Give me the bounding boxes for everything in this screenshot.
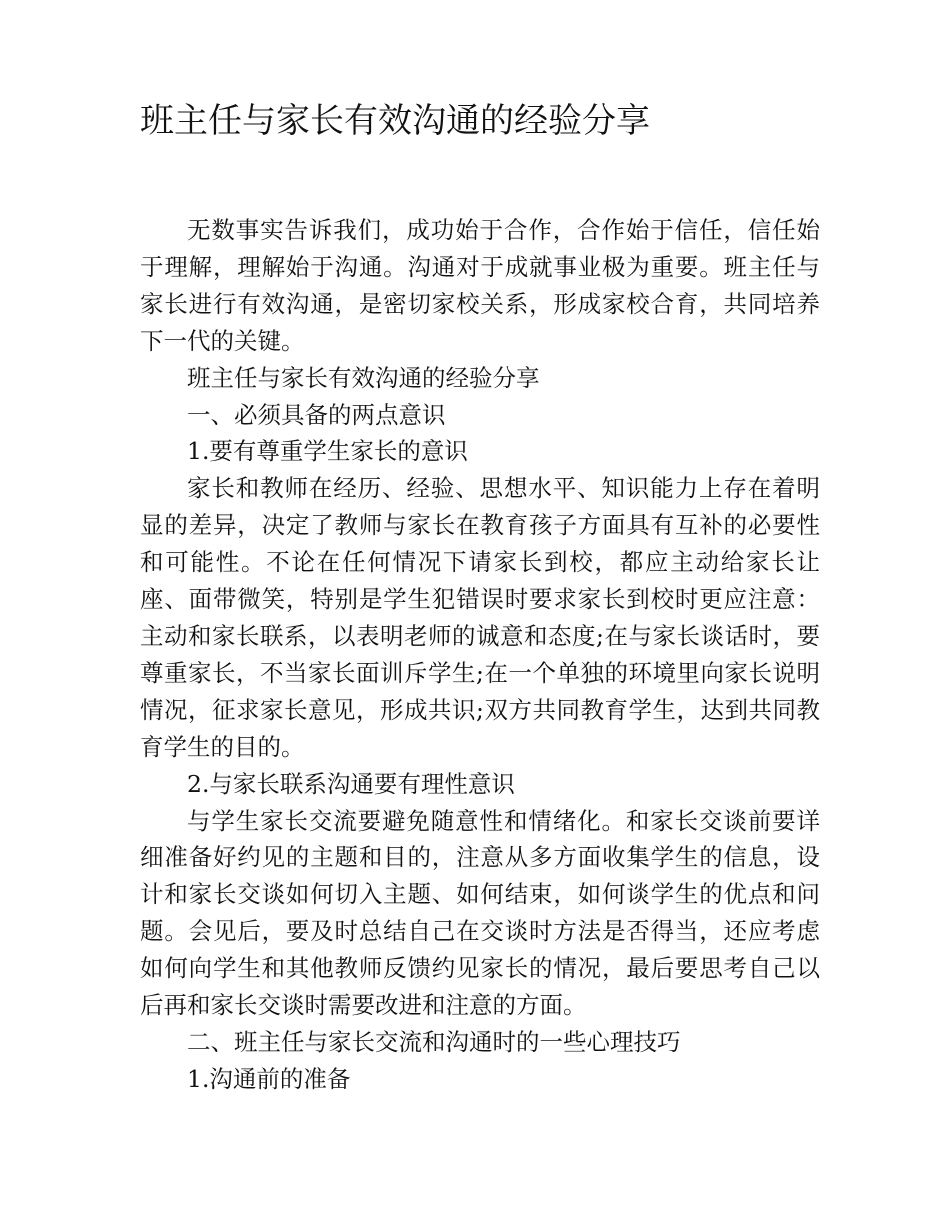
paragraph-subtitle: 班主任与家长有效沟通的经验分享 xyxy=(187,363,540,392)
heading-item-1-1: 1.要有尊重学生家长的意识 xyxy=(187,437,468,466)
document-title: 班主任与家长有效沟通的经验分享 xyxy=(140,101,650,141)
paragraph-respect-parents: 家长和教师在经历、经验、思想水平、知识能力上存在着明显的差异，决定了教师与家长在教育孩子方面具有互补的必要性和可能性。不论在任何情况下请家长到校，都应主动给家长让座、面带微笑，特别是学生犯错误时要求家长到校时更应注意：主动和家长联系，以表明老师的诚意和态度;在与家长谈话时，要尊重家长，不当家长面训斥学生;在一个单独的环境里向家长说明情况，征求家长意见，形成共识;双方共同教育学生，达到共同教育学生的目的。 xyxy=(140,474,820,761)
heading-item-2-1: 1.沟通前的准备 xyxy=(187,1064,351,1093)
heading-section-2: 二、班主任与家长交流和沟通时的一些心理技巧 xyxy=(187,1027,681,1056)
heading-item-1-2: 2.与家长联系沟通要有理性意识 xyxy=(187,769,515,798)
heading-section-1: 一、必须具备的两点意识 xyxy=(187,400,446,429)
paragraph-intro: 无数事实告诉我们，成功始于合作，合作始于信任，信任始于理解，理解始于沟通。沟通对于成就事业极为重要。班主任与家长进行有效沟通，是密切家校关系，形成家校合育，共同培养下一代的关键。 xyxy=(140,216,820,355)
paragraph-rational-contact: 与学生家长交流要避免随意性和情绪化。和家长交谈前要详细准备好约见的主题和目的，注意从多方面收集学生的信息，设计和家长交谈如何切入主题、如何结束，如何谈学生的优点和问题。会见后，要及时总结自己在交谈时方法是否得当，还应考虑如何向学生和其他教师反馈约见家长的情况，最后要思考自己以后再和家长交谈时需要改进和注意的方面。 xyxy=(140,806,820,1020)
document-body xyxy=(140,212,820,1098)
